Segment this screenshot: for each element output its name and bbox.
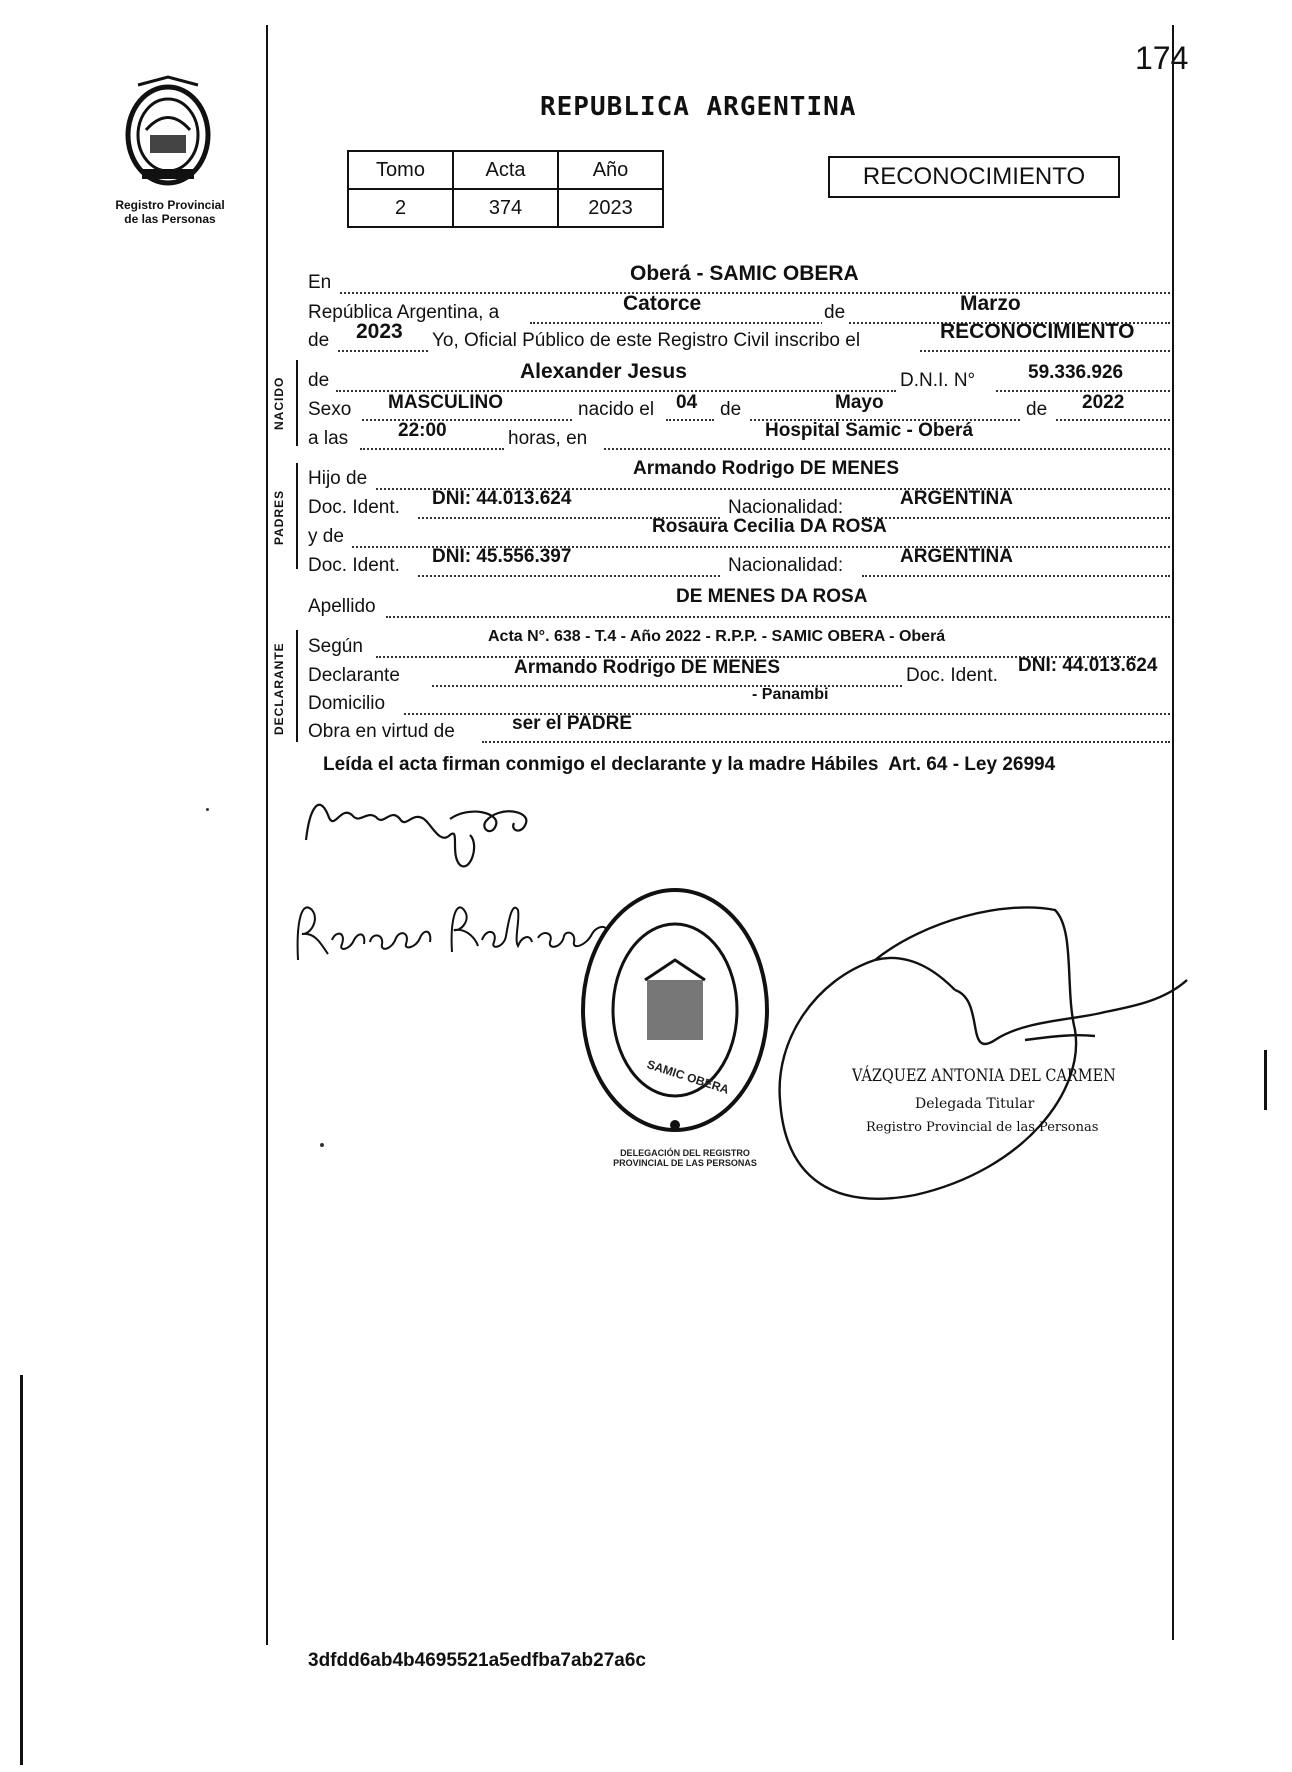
dotline [604,448,1170,450]
scan-dot [206,808,209,811]
father-name: Armando Rodrigo DE MENES [633,458,900,479]
dotline [666,419,714,421]
closing-text: Leída el acta firman conmigo el declarante y la madre Hábiles Art. 64 - Ley 26994 [323,754,1056,775]
logo-caption [90,198,250,226]
child-dni: 59.336.926 [1028,362,1124,383]
table-cell-anio: 2023 [558,189,663,227]
declarante-doc-label: Doc. Ident. [906,665,998,686]
year-value: 2023 [356,320,403,343]
signature-father [300,785,570,875]
father-nat: ARGENTINA [900,488,1013,509]
declarante-doc: DNI: 44.013.624 [1018,655,1158,676]
table-cell-tomo: 2 [348,189,453,227]
segun-value: Acta N°. 638 - T.4 - Año 2022 - R.P.P. - SAMIC OBERA - Oberá [488,628,946,645]
official-name: VÁZQUEZ ANTONIA DEL CARMEN [852,1066,1116,1086]
inscribo-value: RECONOCIMIENTO [940,320,1135,343]
table-header-tomo: Tomo [348,151,453,189]
registry-stamp [575,880,775,1140]
yo-text: Yo, Oficial Público de este Registro Civil inscribo el [432,330,861,351]
domicilio-label: Domicilio [308,693,386,714]
apellido-label: Apellido [308,596,376,617]
right-margin-line [1172,25,1174,1640]
day-value: Catorce [623,292,702,315]
scan-dot [320,1143,324,1147]
dotline [338,350,428,352]
table-header-anio: Año [558,151,663,189]
left-margin-line [266,25,268,1645]
mother-nat-label: Nacionalidad: [728,555,844,576]
mother-doc-label: Doc. Ident. [308,555,400,576]
logo-caption-line-1: Registro Provincial [115,198,225,212]
province-logo [118,75,218,195]
dotline [1056,419,1170,421]
horas-label: horas, en [508,428,588,449]
birth-day: 04 [676,392,698,413]
birth-month: Mayo [835,392,884,413]
section-padres: PADRES [272,489,286,545]
dni-label: D.N.I. N° [900,370,976,391]
nacido-de-label-2: de [720,399,742,420]
birth-place: Hospital Samic - Oberá [765,420,974,441]
father-doc-label: Doc. Ident. [308,497,400,518]
dotline [418,575,720,577]
signature-mother [292,880,612,970]
dotline [920,350,1170,352]
dotline [862,575,1170,577]
obra-label: Obra en virtud de [308,721,455,742]
table-row [348,189,663,227]
official-role: Delegada Titular [915,1096,1035,1112]
birth-hour: 22:00 [398,420,447,441]
birth-year: 2022 [1082,392,1125,413]
nacido-de-label: de [308,370,330,391]
signature-official [775,880,1195,1220]
section-declarante: DECLARANTE [272,642,286,735]
nacido-de-label-3: de [1026,399,1048,420]
en-label: En [308,272,332,293]
section-nacido: NACIDO [272,376,286,430]
nacido-el-label: nacido el [578,399,655,420]
seal-icon [118,75,218,195]
apellido-value: DE MENES DA ROSA [676,586,868,607]
table-header-acta: Acta [453,151,558,189]
de-label: de [824,302,846,323]
dotline [482,741,1170,743]
section-bracket [296,630,298,742]
domicilio-value: - Panambi [752,686,829,703]
father-doc: DNI: 44.013.624 [432,488,572,509]
registry-table [347,150,664,228]
alas-label: a las [308,428,349,449]
obra-value: ser el PADRE [512,713,633,734]
stamp-text: DELEGACIÓN DEL REGISTRO PROVINCIAL DE LAS PERSONAS [613,1148,757,1168]
mother-nat: ARGENTINA [900,546,1013,567]
republica-label: República Argentina, a [308,302,500,323]
dotline [360,448,504,450]
document-hash: 3dfdd6ab4b4695521a5edfba7ab27a6c [308,1650,646,1671]
official-office: Registro Provincial de las Personas [866,1120,1099,1135]
mother-doc: DNI: 45.556.397 [432,546,572,567]
de2-label: de [308,330,330,351]
sexo-label: Sexo [308,399,352,420]
section-bracket [296,360,298,446]
segun-label: Según [308,636,363,657]
scan-edge-mark [1264,1050,1267,1110]
dotline [386,616,1170,618]
sexo-value: MASCULINO [388,392,504,413]
declarante-value: Armando Rodrigo DE MENES [514,657,781,678]
table-cell-acta: 374 [453,189,558,227]
father-nat-label: Nacionalidad: [728,497,844,518]
yde-label: y de [308,526,344,547]
place-value: Oberá - SAMIC OBERA [630,262,859,285]
month-value: Marzo [960,292,1021,315]
dotline [340,292,1170,294]
dotline [432,685,902,687]
mother-name: Rosaura Cecilia DA ROSA [652,516,887,537]
section-bracket [296,463,298,569]
dotline [862,517,1170,519]
scan-edge-line [20,1375,23,1765]
logo-caption-line-2: de las Personas [124,212,216,226]
stamp-inner-text: SAMIC OBERA [645,1057,731,1097]
declarante-label: Declarante [308,665,400,686]
page-number: 174 [1135,40,1189,76]
child-name: Alexander Jesus [520,360,687,383]
act-type-box: RECONOCIMIENTO [828,156,1120,198]
table-header-row [348,151,663,189]
dotline [362,419,572,421]
page-title: REPUBLICA ARGENTINA [540,92,857,122]
hijo-label: Hijo de [308,468,368,489]
